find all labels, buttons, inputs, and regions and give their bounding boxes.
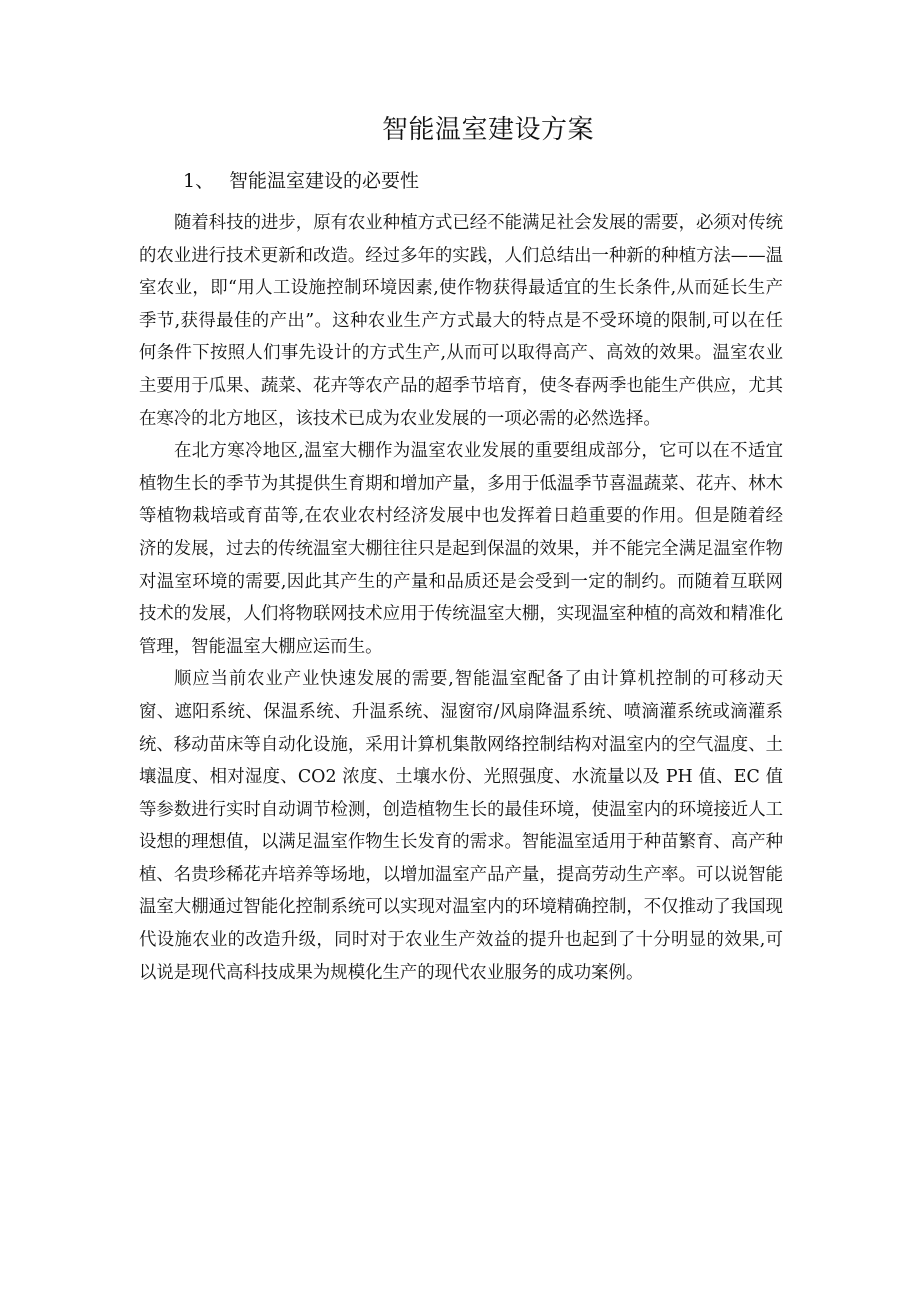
document-title: 智能温室建设方案 [381,115,594,145]
paragraph-2: 在北方寒冷地区,温室大棚作为温室农业发展的重要组成部分，它可以在不适宜植物生长的季节为其提供生育期和增加产量，多用于低温季节喜温蔬菜、花卉、林木等植物栽培或育苗等,在农业农村经济发展中也发挥着日趋重要的作用。但是随着经济的发展，过去的传统温室大棚往往只是起到保温的效果，并不能完全满足温室作物对温室环境的需要,因此其产生的产量和品质还是会受到一定的制约。而随着互联网技术的发展，人们将物联网技术应用于传统温室大棚，实现温室种植的高效和精准化管理，智能温室大棚应运而生。 [139,441,783,657]
section-heading [183,166,419,196]
section-number: 1、 [183,170,215,192]
document-body [139,207,783,989]
paragraph-3: 顺应当前农业产业快速发展的需要,智能温室配备了由计算机控制的可移动天窗、遮阳系统、保温系统、升温系统、湿窗帘/风扇降温系统、喷滴灌系统或滴灌系统、移动苗床等自动化设施，采用计算机集散网络控制结构对温室内的空气温度、土壤温度、相对湿度、CO2 浓度、土壤水份、光照强度、水流量以及 PH 值、EC 值等参数进行实时自动调节检测，创造植物生长的最佳环境，使温室内的环境接近人工设想的理想值，以满足温室作物生长发育的需求。智能温室适用于种苗繁育、高产种植、名贵珍稀花卉培养等场地，以增加温室产品产量，提高劳动生产率。可以说智能温室大棚通过智能化控制系统可以实现对温室内的环境精确控制，不仅推动了我国现代设施农业的改造升级，同时对于农业生产效益的提升也起到了十分明显的效果,可以说是现代高科技成果为规模化生产的现代农业服务的成功案例。 [139,669,783,983]
paragraph-1: 随着科技的进步，原有农业种植方式已经不能满足社会发展的需要，必须对传统的农业进行技术更新和改造。经过多年的实践，人们总结出一种新的种植方法——温室农业，即“用人工设施控制环境因素,使作物获得最适宜的生长条件,从而延长生产季节,获得最佳的产出”。这种农业生产方式最大的特点是不受环境的限制,可以在任何条件下按照人们事先设计的方式生产,从而可以取得高产、高效的效果。温室农业主要用于瓜果、蔬菜、花卉等农产品的超季节培育，使冬春两季也能生产供应，尤其在寒冷的北方地区，该技术已成为农业发展的一项必需的必然选择。 [139,213,783,429]
section-heading-text: 智能温室建设的必要性 [229,170,420,192]
